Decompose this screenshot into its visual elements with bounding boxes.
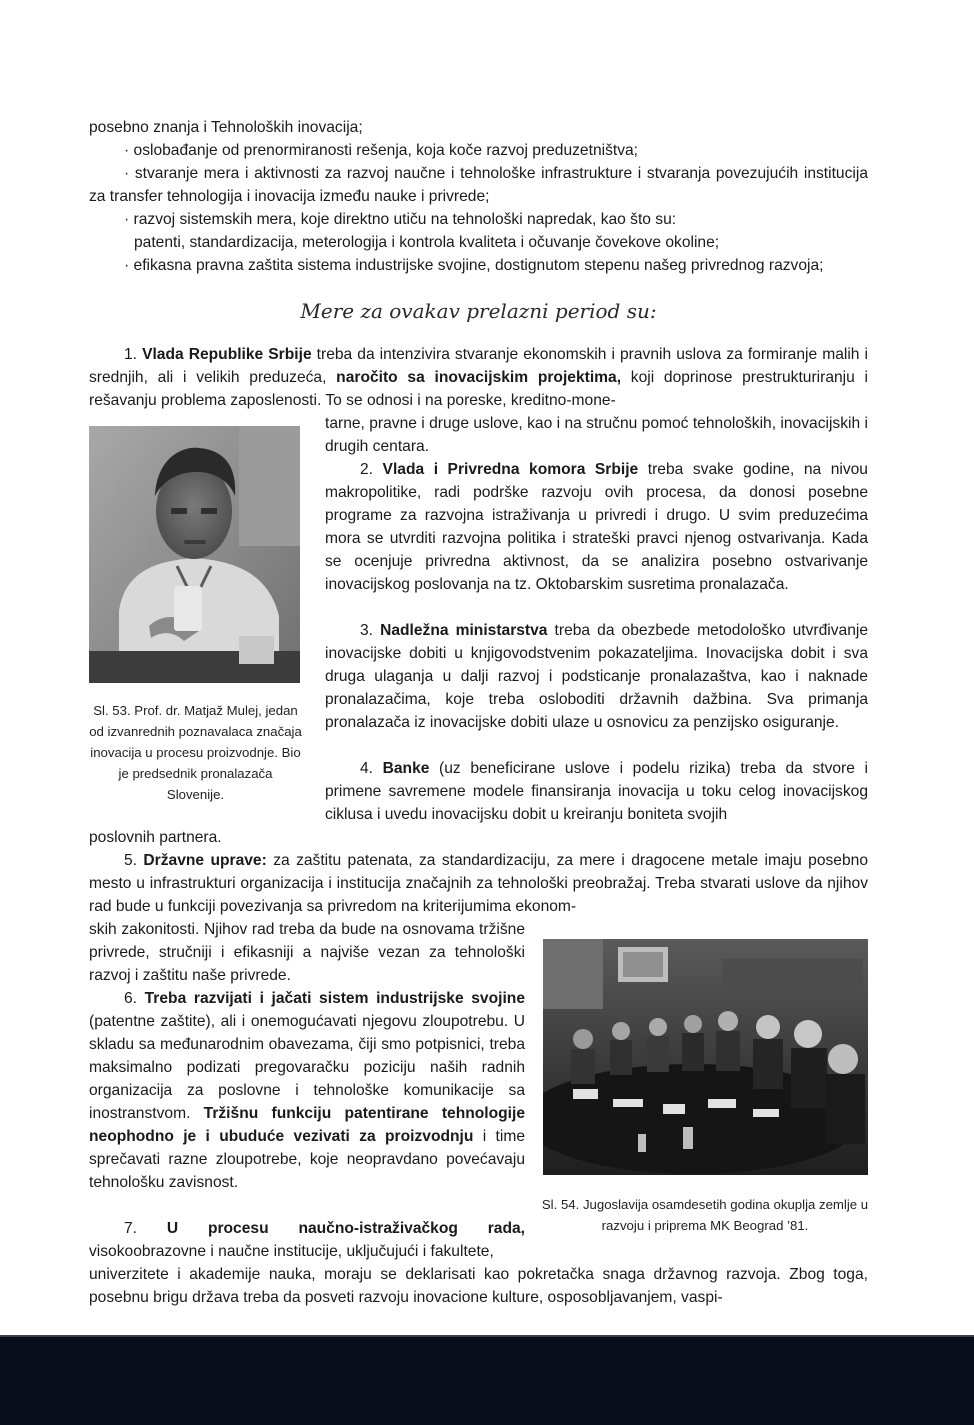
measure-title: U procesu naučno-istraživačkog rada, xyxy=(166,1220,525,1237)
measure-title: Treba razvijati i jačati sistem industrijske svojine xyxy=(144,990,525,1007)
bullet-item: · efikasna pravna zaštita sistema industrijske svojine, dostignutom stepenu našeg privrednog razvoja; xyxy=(124,257,824,274)
bullet-item: · oslobađanje od prenormiranosti rešenja, koja koče razvoj preduzetništva; xyxy=(124,142,639,159)
page-footer-bar xyxy=(0,1335,974,1425)
bullet-item: · stvaranje mera i aktivnosti za razvoj naučne i tehnološke infrastrukture i stvaranja povezujućih institucija za transfer tehnologija i inovacija između nauke i privrede; xyxy=(89,165,868,205)
measure-text: treba da obezbede metodološko utvrđivanje inovacijske dobiti u knjigovodstvenim pokazateljima. Inovacijska dobit i sva druga ulaganja u dalji razvoj i podsticanje pronalazaštva, kao i naknade pronalazačima, koje treba osloboditi državnih dažbina. Sva primanja pronalazača iz inovacijske dobiti ulaze u osnovicu za penzijsko osiguranje. xyxy=(325,622,869,731)
measure-1-continuation: tarne, pravne i druge uslove, kao i na stručnu pomoć tehnoloških, inovacijskih i drugih centara. xyxy=(325,415,868,455)
bullet-item: · razvoj sistemskih mera, koje direktno utiču na tehnološki napredak, kao što su: xyxy=(124,211,677,228)
measure-title: Nadležna ministarstva xyxy=(380,622,548,639)
intro-line: posebno znanja i Tehnoloških inovacija; xyxy=(89,119,363,136)
measure-2 xyxy=(325,458,868,596)
measure-text: za zaštitu patenata, za standardizaciju, za mere i dragocene metale imaju posebno mesto u infrastrukturi organizacija i institucija značajnih za tehnološki preobražaj. Treba stvarati uslove da njihov rad bude u funkciji povezivanja sa privredom na kriterijumima ekonom- xyxy=(89,852,868,915)
measure-7-continuation: univerzitete i akademije nauka, moraju se deklarisati kao pokretačka snaga državnog razvoja. Zbog toga, posebnu brigu država treba da posveti razvoju inovacione kulture, osposobljavanjem, vaspi- xyxy=(89,1266,868,1306)
measure-number: 1. xyxy=(124,346,143,363)
photo-conference-meeting xyxy=(543,939,868,1175)
measure-emphasis: Tržišnu funkciju patentirane tehnologije neophodno je i ubuduće vezivati za proizvodnju xyxy=(89,1105,525,1145)
section-subtitle: Mere za ovakav prelazni period su: xyxy=(300,299,657,323)
measure-4-continuation: poslovnih partnera. xyxy=(89,829,222,846)
figure-caption: Sl. 53. Prof. dr. Matjaž Mulej, jedan od izvanrednih poznavalaca značaja inovacija u procesu proizvodnje. Bio je predsednik pronalazača Slovenije. xyxy=(89,703,302,802)
measure-number: 7. xyxy=(124,1220,167,1237)
measure-number: 3. xyxy=(360,622,381,639)
measure-title: Banke xyxy=(382,760,430,777)
measure-7 xyxy=(89,1217,525,1263)
measure-4 xyxy=(325,757,868,826)
measure-3 xyxy=(325,619,868,734)
meeting-photo-icon xyxy=(543,939,868,1175)
measure-text: i time sprečavati razne zloupotrebe, koje neopravdano povećavaju tehnološku zavisnost. xyxy=(89,1128,525,1191)
measure-text: (patentne zaštite), ali i onemogućavati njegovu zloupotrebu. U skladu sa međunarodnim obavezama, čiji smo potpisnici, treba maksimalno podizati pregovaračku poziciju naših radnih organizacija za poslovne i tehnološke komunikacije sa inostranstvom. xyxy=(89,1013,525,1122)
portrait-photo-icon xyxy=(89,426,300,683)
measure-number: 5. xyxy=(124,852,144,869)
measure-text: treba svake godine, na nivou makropolitike, radi podrške razvoju ovih procesa, da donosi posebne programe za razvojna istraživanja u privredi i drugo. U svim preduzećima mora se utvrditi razvojna politika i strateški pravci njenog ostvarivanja. Kada se ocenjuje privredna aktivnost, da se analizira posebno ostvarivanje inovacijskog poslovanja na tz. Oktobarskim susretima pronalazača. xyxy=(325,461,868,593)
bullet-item-continuation: patenti, standardizacija, meterologija i kontrola kvaliteta i očuvanje čovekove okoline; xyxy=(134,234,720,251)
measure-text: (uz beneficirane uslove i podelu rizika) treba da stvore i primene savremene modele finansiranja inovacija u toku celog inovacijskog ciklusa i uvedu inovacijsku dobit u kreiranju boniteta svojih xyxy=(325,760,868,823)
measure-text: koji doprinose prestrukturiranju i rešavanju problema zaposlenosti. To se odnosi i na poreske, kreditno-mone- xyxy=(89,369,868,409)
measure-5 xyxy=(89,849,868,918)
measure-title: Vlada Republike Srbije xyxy=(142,346,312,363)
measure-text: treba da intenzivira stvaranje ekonomskih i pravnih uslova za formiranje malih i srednjih, ali i velikih preduzeća, xyxy=(89,346,868,386)
measure-1 xyxy=(89,343,868,412)
measure-title: Vlada i Privredna komora Srbije xyxy=(382,461,639,478)
measure-title: Državne uprave: xyxy=(143,852,267,869)
measure-number: 6. xyxy=(124,990,145,1007)
figure-caption: Sl. 54. Jugoslavija osamdesetih godina okuplja zemlje u razvoju i priprema MK Beograd ’81. xyxy=(541,1197,869,1233)
measure-5-continuation: skih zakonitosti. Njihov rad treba da bude na osnovama tržišne privrede, stručniji i efikasniji a najviše vezan za tehnološki razvoj i zaštitu naše privrede. xyxy=(89,921,525,984)
measure-number: 4. xyxy=(360,760,383,777)
measure-6 xyxy=(89,987,525,1194)
measure-emphasis: naročito sa inovacijskim projektima, xyxy=(336,369,622,386)
measure-text: visokoobrazovne i naučne institucije, uključujući i fakultete, xyxy=(89,1243,494,1260)
measure-number: 2. xyxy=(360,461,383,478)
photo-matjaz-mulej xyxy=(89,426,300,683)
